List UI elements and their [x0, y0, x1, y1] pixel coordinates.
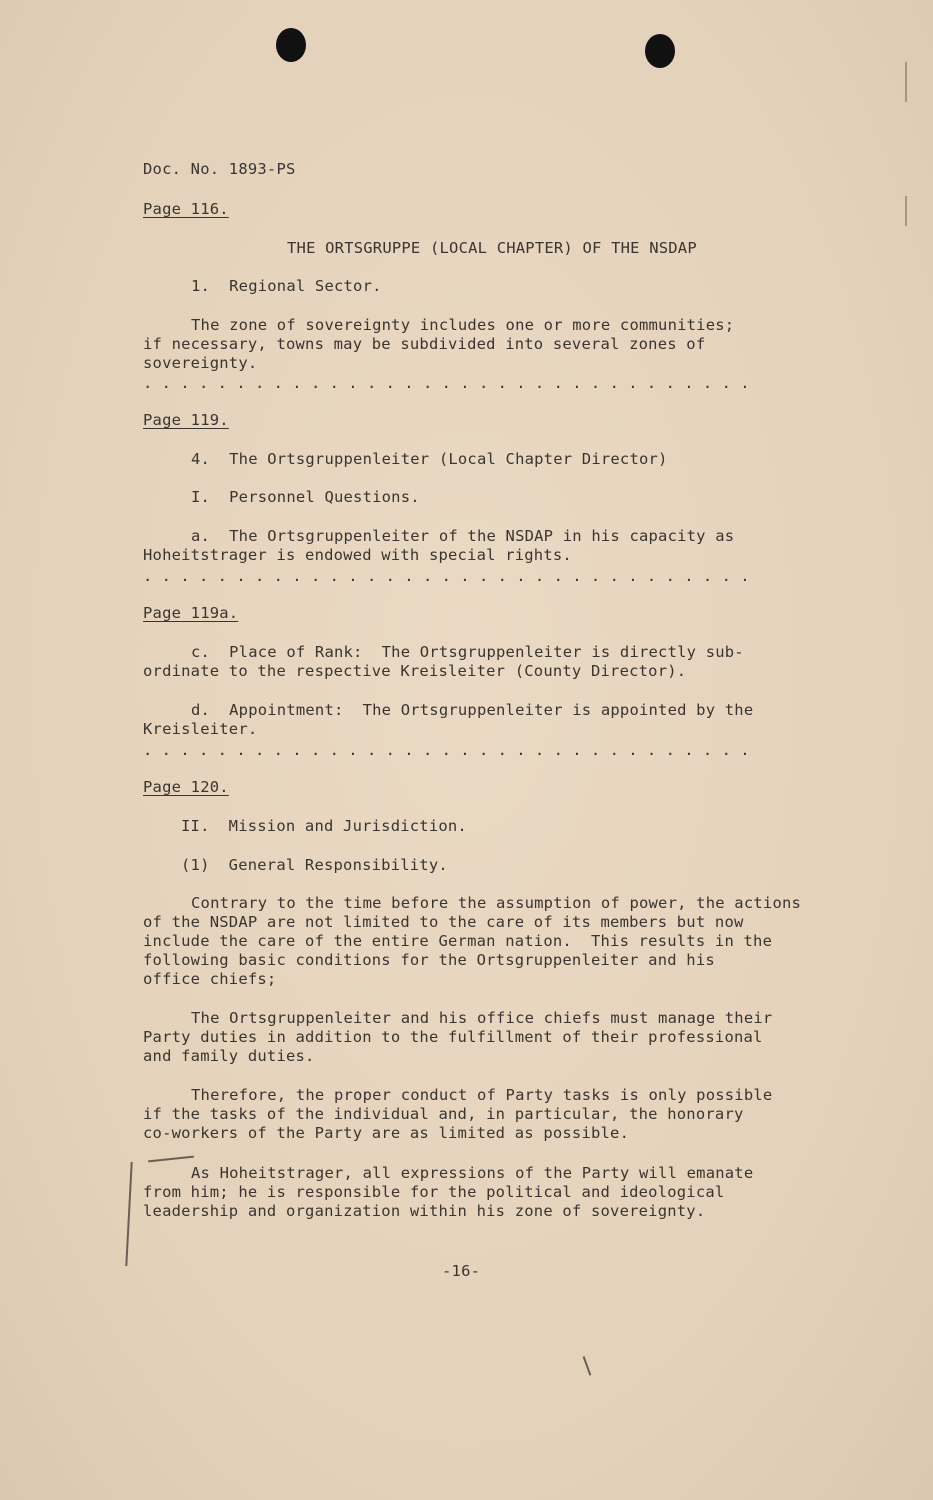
paragraph-line: d. Appointment: The Ortsgruppenleiter is appointed by the — [191, 701, 754, 719]
page-label-119a: Page 119a. — [143, 604, 239, 622]
paragraph-line: from him; he is responsible for the political and ideological — [143, 1183, 725, 1201]
ellipsis-separator: . . . . . . . . . . . . . . . . . . . . . . . . . . . . . . . . . — [143, 741, 750, 759]
stray-mark — [583, 1356, 591, 1375]
paragraph-line: Contrary to the time before the assumption of power, the actions — [191, 894, 802, 912]
document-title: THE ORTSGRUPPE (LOCAL CHAPTER) OF THE NSDAP — [287, 239, 697, 257]
heading-ortsgruppenleiter: 4. The Ortsgruppenleiter (Local Chapter Director) — [191, 450, 668, 468]
heading-personnel-questions: I. Personnel Questions. — [191, 488, 420, 506]
heading-mission-jurisdiction: II. Mission and Jurisdiction. — [181, 817, 467, 835]
page-number: -16- — [442, 1262, 481, 1280]
paragraph-line: include the care of the entire German nation. This results in the — [143, 932, 773, 950]
heading-regional-sector: 1. Regional Sector. — [191, 277, 382, 295]
edge-mark — [905, 196, 907, 226]
paragraph-line: sovereignty. — [143, 354, 258, 372]
paragraph-line: The Ortsgruppenleiter and his office chiefs must manage their — [191, 1009, 773, 1027]
margin-bracket-top-mark — [148, 1156, 194, 1162]
paragraph-line: co-workers of the Party are as limited as possible. — [143, 1124, 630, 1142]
edge-mark — [905, 62, 907, 102]
page-label-120: Page 120. — [143, 778, 229, 796]
paragraph-line: and family duties. — [143, 1047, 315, 1065]
paragraph-line: if necessary, towns may be subdivided into several zones of — [143, 335, 706, 353]
punch-hole-left — [276, 28, 306, 62]
ellipsis-separator: . . . . . . . . . . . . . . . . . . . . . . . . . . . . . . . . . — [143, 567, 750, 585]
paragraph-line: following basic conditions for the Ortsgruppenleiter and his — [143, 951, 715, 969]
paragraph-line: of the NSDAP are not limited to the care of its members but now — [143, 913, 744, 931]
heading-general-responsibility: (1) General Responsibility. — [181, 856, 448, 874]
doc-number: Doc. No. 1893-PS — [143, 160, 296, 178]
page-label-116: Page 116. — [143, 200, 229, 218]
paragraph-line: Kreisleiter. — [143, 720, 258, 738]
paragraph-line: The zone of sovereignty includes one or more communities; — [191, 316, 735, 334]
page-label-119: Page 119. — [143, 411, 229, 429]
paragraph-line: ordinate to the respective Kreisleiter (County Director). — [143, 662, 687, 680]
paragraph-line: leadership and organization within his zone of sovereignty. — [143, 1202, 706, 1220]
paragraph-line: Therefore, the proper conduct of Party tasks is only possible — [191, 1086, 773, 1104]
paragraph-line: a. The Ortsgruppenleiter of the NSDAP in his capacity as — [191, 527, 735, 545]
margin-bracket-mark — [125, 1162, 132, 1266]
paragraph-line: As Hoheitstrager, all expressions of the Party will emanate — [191, 1164, 754, 1182]
paragraph-line: Hoheitstrager is endowed with special rights. — [143, 546, 572, 564]
paragraph-line: c. Place of Rank: The Ortsgruppenleiter is directly sub- — [191, 643, 744, 661]
paragraph-line: if the tasks of the individual and, in particular, the honorary — [143, 1105, 744, 1123]
ellipsis-separator: . . . . . . . . . . . . . . . . . . . . . . . . . . . . . . . . . — [143, 374, 750, 392]
punch-hole-right — [645, 34, 675, 68]
paragraph-line: Party duties in addition to the fulfillment of their professional — [143, 1028, 763, 1046]
paragraph-line: office chiefs; — [143, 970, 277, 988]
